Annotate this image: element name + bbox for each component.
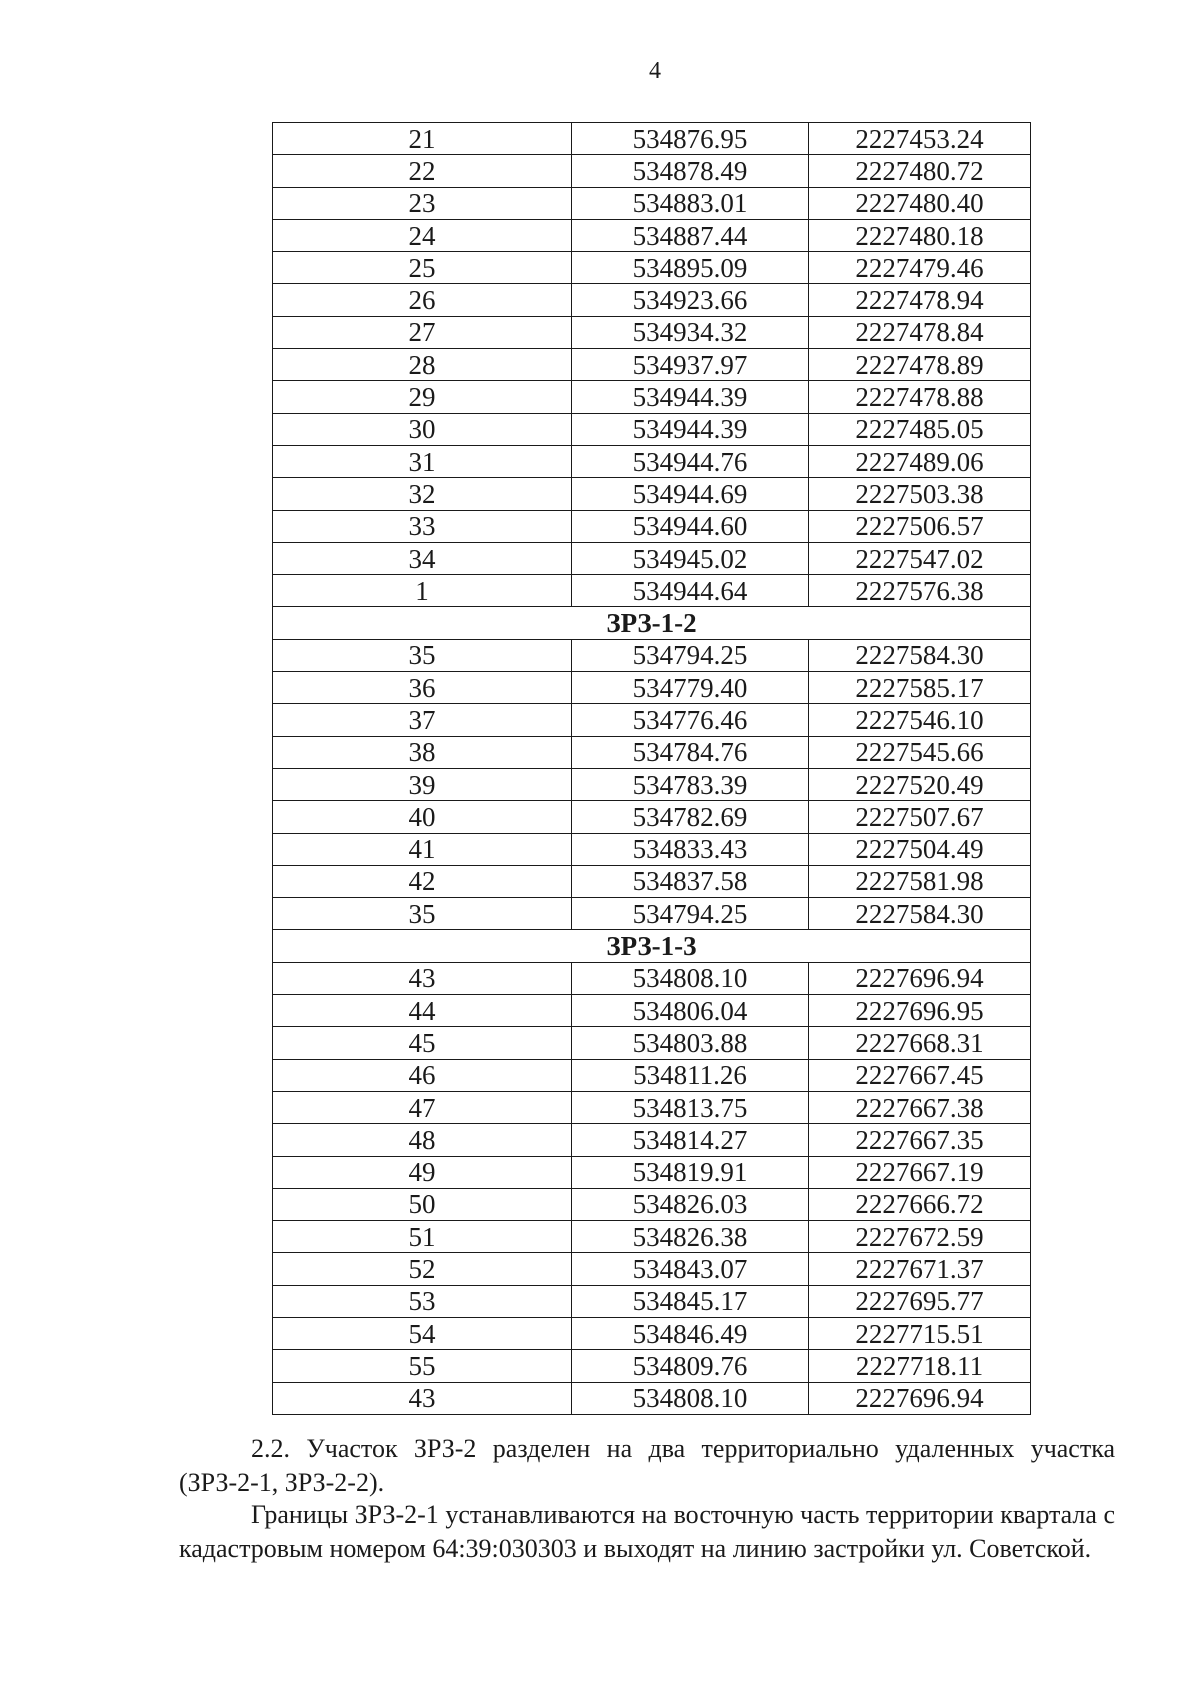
point-number-cell: 52 [273,1253,572,1285]
table-row [273,413,1031,445]
point-number-cell: 44 [273,995,572,1027]
x-coordinate-cell: 534883.01 [572,187,809,219]
point-number-cell: 21 [273,123,572,155]
point-number-cell: 53 [273,1285,572,1317]
point-number-cell: 38 [273,736,572,768]
paragraph-boundaries [179,1498,1115,1566]
point-number-cell: 23 [273,187,572,219]
table-row [273,1059,1031,1091]
table-row [273,736,1031,768]
y-coordinate-cell: 2227667.19 [809,1156,1031,1188]
table-row [273,639,1031,671]
y-coordinate-cell: 2227547.02 [809,542,1031,574]
x-coordinate-cell: 534809.76 [572,1350,809,1382]
section-header-row [273,607,1031,639]
y-coordinate-cell: 2227480.40 [809,187,1031,219]
y-coordinate-cell: 2227503.38 [809,478,1031,510]
x-coordinate-cell: 534803.88 [572,1027,809,1059]
table-row [273,445,1031,477]
table-row [273,1382,1031,1414]
y-coordinate-cell: 2227478.89 [809,349,1031,381]
y-coordinate-cell: 2227478.94 [809,284,1031,316]
table-row [273,155,1031,187]
y-coordinate-cell: 2227672.59 [809,1221,1031,1253]
table-row [273,1221,1031,1253]
y-coordinate-cell: 2227507.67 [809,801,1031,833]
point-number-cell: 47 [273,1091,572,1123]
y-coordinate-cell: 2227480.72 [809,155,1031,187]
point-number-cell: 50 [273,1188,572,1220]
x-coordinate-cell: 534794.25 [572,898,809,930]
y-coordinate-cell: 2227695.77 [809,1285,1031,1317]
y-coordinate-cell: 2227581.98 [809,865,1031,897]
table-row [273,381,1031,413]
y-coordinate-cell: 2227504.49 [809,833,1031,865]
point-number-cell: 22 [273,155,572,187]
x-coordinate-cell: 534794.25 [572,639,809,671]
y-coordinate-cell: 2227715.51 [809,1317,1031,1349]
x-coordinate-cell: 534784.76 [572,736,809,768]
table-row [273,865,1031,897]
y-coordinate-cell: 2227584.30 [809,898,1031,930]
x-coordinate-cell: 534887.44 [572,219,809,251]
x-coordinate-cell: 534944.64 [572,575,809,607]
paragraph-2-2 [179,1432,1115,1500]
point-number-cell: 32 [273,478,572,510]
table-row [273,768,1031,800]
y-coordinate-cell: 2227478.88 [809,381,1031,413]
x-coordinate-cell: 534944.76 [572,445,809,477]
y-coordinate-cell: 2227479.46 [809,252,1031,284]
y-coordinate-cell: 2227696.94 [809,1382,1031,1414]
x-coordinate-cell: 534826.03 [572,1188,809,1220]
y-coordinate-cell: 2227668.31 [809,1027,1031,1059]
x-coordinate-cell: 534923.66 [572,284,809,316]
table-row [273,1124,1031,1156]
point-number-cell: 26 [273,284,572,316]
point-number-cell: 55 [273,1350,572,1382]
table-row [273,316,1031,348]
point-number-cell: 51 [273,1221,572,1253]
point-number-cell: 35 [273,898,572,930]
point-number-cell: 49 [273,1156,572,1188]
x-coordinate-cell: 534813.75 [572,1091,809,1123]
paragraph-2-2-text: 2.2. Участок ЗРЗ-2 разделен на два территориально удаленных участка (ЗРЗ-2-1, ЗРЗ-2-2). [179,1434,1115,1497]
table-row [273,833,1031,865]
point-number-cell: 42 [273,865,572,897]
x-coordinate-cell: 534811.26 [572,1059,809,1091]
table-row [273,1285,1031,1317]
x-coordinate-cell: 534934.32 [572,316,809,348]
table-row [273,995,1031,1027]
table-row [273,252,1031,284]
table-row [273,1350,1031,1382]
y-coordinate-cell: 2227478.84 [809,316,1031,348]
table-row [273,962,1031,994]
point-number-cell: 41 [273,833,572,865]
x-coordinate-cell: 534776.46 [572,704,809,736]
table-row [273,284,1031,316]
x-coordinate-cell: 534826.38 [572,1221,809,1253]
y-coordinate-cell: 2227671.37 [809,1253,1031,1285]
y-coordinate-cell: 2227480.18 [809,219,1031,251]
y-coordinate-cell: 2227667.45 [809,1059,1031,1091]
table-row [273,672,1031,704]
table-row [273,1188,1031,1220]
x-coordinate-cell: 534846.49 [572,1317,809,1349]
point-number-cell: 43 [273,1382,572,1414]
y-coordinate-cell: 2227585.17 [809,672,1031,704]
x-coordinate-cell: 534808.10 [572,1382,809,1414]
y-coordinate-cell: 2227576.38 [809,575,1031,607]
table-row [273,349,1031,381]
point-number-cell: 30 [273,413,572,445]
x-coordinate-cell: 534806.04 [572,995,809,1027]
y-coordinate-cell: 2227545.66 [809,736,1031,768]
table-row [273,1027,1031,1059]
point-number-cell: 28 [273,349,572,381]
point-number-cell: 35 [273,639,572,671]
section-header-row [273,930,1031,962]
point-number-cell: 24 [273,219,572,251]
x-coordinate-cell: 534843.07 [572,1253,809,1285]
x-coordinate-cell: 534895.09 [572,252,809,284]
coordinates-table-body [273,123,1031,1415]
x-coordinate-cell: 534937.97 [572,349,809,381]
x-coordinate-cell: 534878.49 [572,155,809,187]
x-coordinate-cell: 534944.39 [572,381,809,413]
point-number-cell: 54 [273,1317,572,1349]
table-row [273,478,1031,510]
table-row [273,704,1031,736]
y-coordinate-cell: 2227453.24 [809,123,1031,155]
y-coordinate-cell: 2227485.05 [809,413,1031,445]
point-number-cell: 31 [273,445,572,477]
table-row [273,575,1031,607]
table-row [273,510,1031,542]
x-coordinate-cell: 534782.69 [572,801,809,833]
point-number-cell: 46 [273,1059,572,1091]
y-coordinate-cell: 2227489.06 [809,445,1031,477]
x-coordinate-cell: 534833.43 [572,833,809,865]
table-row [273,1156,1031,1188]
y-coordinate-cell: 2227667.35 [809,1124,1031,1156]
x-coordinate-cell: 534779.40 [572,672,809,704]
x-coordinate-cell: 534808.10 [572,962,809,994]
x-coordinate-cell: 534876.95 [572,123,809,155]
point-number-cell: 39 [273,768,572,800]
coordinates-table [272,122,1031,1415]
table-row [273,1091,1031,1123]
x-coordinate-cell: 534837.58 [572,865,809,897]
point-number-cell: 37 [273,704,572,736]
table-row [273,187,1031,219]
point-number-cell: 25 [273,252,572,284]
table-row [273,801,1031,833]
point-number-cell: 29 [273,381,572,413]
x-coordinate-cell: 534814.27 [572,1124,809,1156]
point-number-cell: 34 [273,542,572,574]
table-row [273,542,1031,574]
paragraph-boundaries-text: Границы ЗРЗ-2-1 устанавливаются на восточную часть территории квартала с кадастровым номером 64:39:030303 и выходят на линию застройки ул. Советской. [179,1500,1115,1563]
point-number-cell: 36 [273,672,572,704]
y-coordinate-cell: 2227546.10 [809,704,1031,736]
y-coordinate-cell: 2227696.94 [809,962,1031,994]
x-coordinate-cell: 534944.69 [572,478,809,510]
point-number-cell: 33 [273,510,572,542]
table-row [273,123,1031,155]
table-row [273,219,1031,251]
table-row [273,898,1031,930]
y-coordinate-cell: 2227667.38 [809,1091,1031,1123]
x-coordinate-cell: 534945.02 [572,542,809,574]
page-number: 4 [649,58,661,84]
point-number-cell: 1 [273,575,572,607]
x-coordinate-cell: 534819.91 [572,1156,809,1188]
y-coordinate-cell: 2227666.72 [809,1188,1031,1220]
y-coordinate-cell: 2227584.30 [809,639,1031,671]
point-number-cell: 40 [273,801,572,833]
x-coordinate-cell: 534783.39 [572,768,809,800]
point-number-cell: 43 [273,962,572,994]
section-title: ЗРЗ-1-3 [273,930,1031,962]
point-number-cell: 48 [273,1124,572,1156]
table-row [273,1253,1031,1285]
y-coordinate-cell: 2227718.11 [809,1350,1031,1382]
point-number-cell: 27 [273,316,572,348]
y-coordinate-cell: 2227506.57 [809,510,1031,542]
y-coordinate-cell: 2227696.95 [809,995,1031,1027]
point-number-cell: 45 [273,1027,572,1059]
x-coordinate-cell: 534845.17 [572,1285,809,1317]
x-coordinate-cell: 534944.39 [572,413,809,445]
table-row [273,1317,1031,1349]
y-coordinate-cell: 2227520.49 [809,768,1031,800]
section-title: ЗРЗ-1-2 [273,607,1031,639]
x-coordinate-cell: 534944.60 [572,510,809,542]
